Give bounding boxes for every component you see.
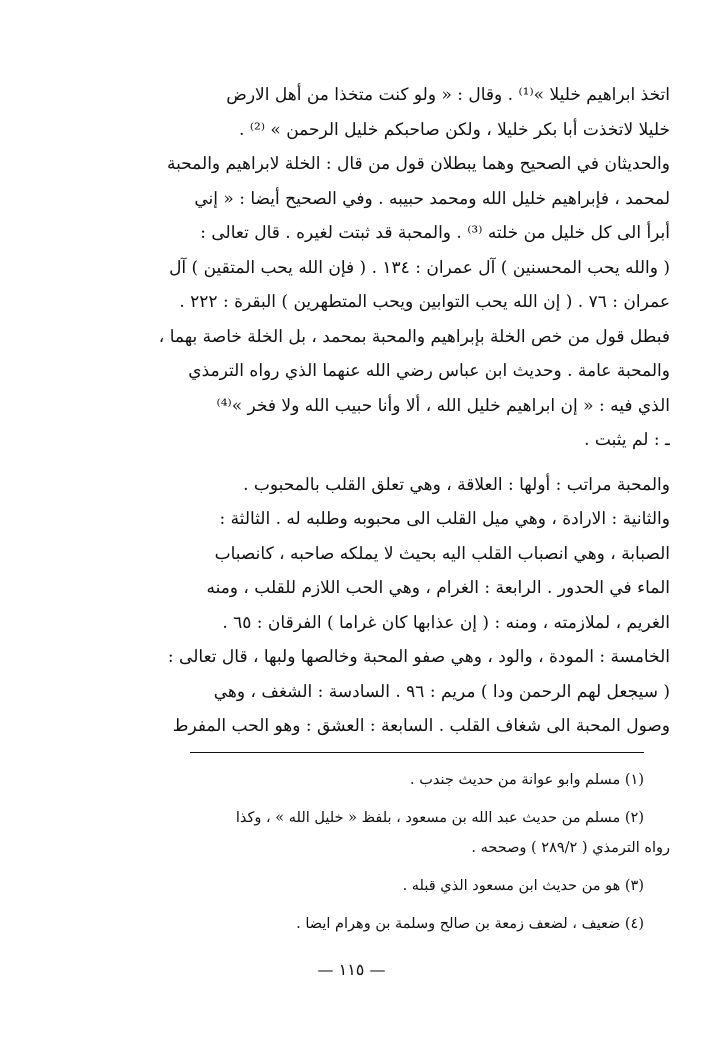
footnote-1: (١) مسلم وابو عوانة من حديث جندب . xyxy=(410,772,644,788)
text-line: الصبابة ، وهي انصباب القلب اليه بحيث لا يملكه صاحبه ، كانصباب xyxy=(214,543,670,564)
text-line: ـ : لم يثبت . xyxy=(584,430,670,450)
text-line: والثانية : الارادة ، وهي ميل القلب الى محبوبه وطلبه له . الثالثة : xyxy=(219,509,670,529)
text-line: أبرأ الى كل خليل من خلته ⁽³⁾ . والمحبة قد ثبتت لغيره . قال تعالى : xyxy=(200,223,670,243)
text-line: والمحبة مراتب : أولها : العلاقة ، وهي تعلق القلب بالمحبوب . xyxy=(243,474,670,495)
text-line: الغريم ، لملازمته ، ومنه : ( إن عذابها كان غراما ) الفرقان : ٦٥ . xyxy=(222,612,670,633)
text-line: والحديثان في الصحيح وهما يبطلان قول من قال : الخلة لابراهيم والمحبة xyxy=(166,154,670,174)
text-line: عمران : ٧٦ . ( إن الله يحب التوابين ويحب المتطهرين ) البقرة : ٢٢٢ . xyxy=(179,292,670,312)
text-line: والمحبة عامة . وحديث ابن عباس رضي الله عنهما الذي رواه الترمذي xyxy=(188,361,670,381)
text-line: ( والله يحب المحسنين ) آل عمران : ١٣٤ . ( فإن الله يحب المتقين ) آل xyxy=(169,257,670,278)
footnote-3: (٣) هو من حديث ابن مسعود الذي قبله . xyxy=(402,878,644,894)
text-line: ( سيجعل لهم الرحمن ودا ) مريم : ٩٦ . السادسة : الشغف ، وهي xyxy=(213,681,670,702)
text-line: لمحمد ، فإبراهيم خليل الله ومحمد حبيبه . وفي الصحيح أيضا : « إني xyxy=(194,188,670,209)
text-line: الخامسة : المودة ، والود ، وهي صفو المحبة وخالصها ولبها ، قال تعالى : xyxy=(167,647,670,667)
footnote-divider xyxy=(190,752,644,753)
text-line: فبطل قول من خص الخلة بإبراهيم والمحبة بمحمد ، بل الخلة خاصة بهما ، xyxy=(158,326,670,347)
text-line: وصول المحبة الى شغاف القلب . السابعة : العشق : وهو الحب المفرط xyxy=(172,716,670,736)
main-text-body xyxy=(150,78,670,744)
text-line: الماء في الحدور . الرابعة : الغرام ، وهي الحب اللازم للقلب ، ومنه xyxy=(206,578,670,598)
footnotes-section xyxy=(150,765,670,939)
page-number: — ١١٥ — xyxy=(317,960,386,979)
text-line: خليلا لاتخذت أبا بكر خليلا ، ولكن صاحبكم خليل الرحمن » ⁽²⁾ . xyxy=(239,119,670,140)
paragraph-break xyxy=(150,458,670,468)
footnote-2: (٢) مسلم من حديث عبد الله بن مسعود ، بلفظ « خليل الله » ، وكذا xyxy=(235,810,644,826)
footnote-4: (٤) ضعيف ، لضعف زمعة بن صالح وسلمة بن وهرام ايضا . xyxy=(296,916,644,932)
text-line: الذي فيه : « إن ابراهيم خليل الله ، ألا وأنا حبيب الله ولا فخر »⁽⁴⁾ xyxy=(216,395,670,416)
text-line: اتخذ ابراهيم خليلا »⁽¹⁾ . وقال : « ولو كنت متخذا من أهل الارض xyxy=(226,85,670,105)
footnote-2-continued: رواه الترمذي ( ٢٨٩/٢ ) وصححه . xyxy=(471,840,670,856)
